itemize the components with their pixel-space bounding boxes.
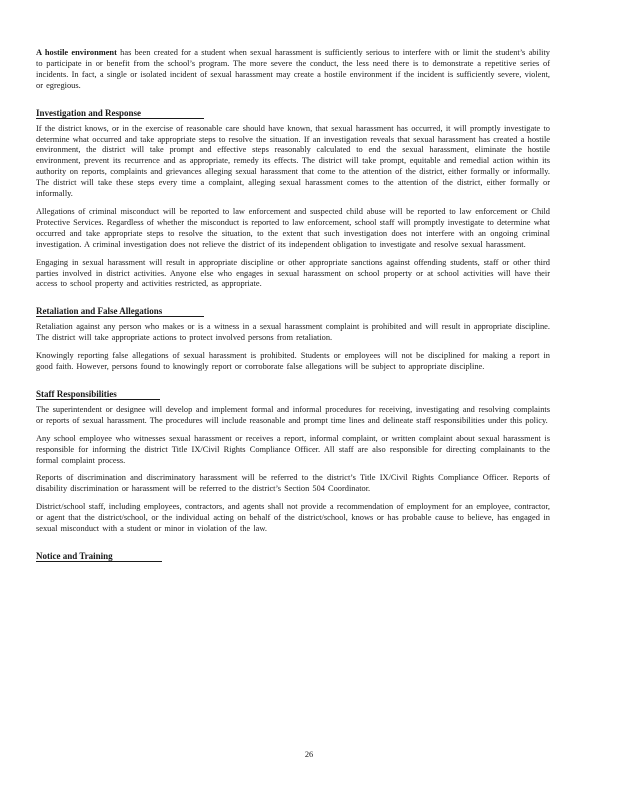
- staff-paragraph-1: The superintendent or designee will develop and implement formal and informal procedures for receiving, investigating and resolving complaints or reports of sexual harassment. The procedures will include reasonable and prompt time lines and delineate staff responsibilities under this policy.: [36, 404, 550, 425]
- page-number: 26: [304, 750, 314, 759]
- intro-text: has been created for a student when sexual harassment is sufficiently serious to interfere with or limit the student’s ability to participate in or benefit from the school’s program. The more severe the conduct, the less need there is to demonstrate a repetitive series of incidents. In fact, a single or isolated incident of sexual harassment may create a hostile environment if the incident is sufficiently severe, violent, or egregious.: [36, 48, 550, 90]
- section-heading-notice: Notice and Training: [36, 551, 162, 562]
- staff-paragraph-4: District/school staff, including employees, contractors, and agents shall not provide a recommendation of employment for an employee, contractor, or agent that the district/school, or the individual acting on behalf of the district/school, knows or has probable cause to believe, has engaged in sexual misconduct with a student or minor in violation of the law.: [36, 502, 550, 534]
- intro-lead: A hostile environment: [36, 48, 117, 57]
- section-heading-staff: Staff Responsibilities: [36, 389, 160, 400]
- investigation-paragraph-1: If the district knows, or in the exercise of reasonable care should have known, that sexual harassment has occurred, it will promptly investigate to determine what occurred and take appropriate steps to resolve the situation. If an investigation reveals that sexual harassment has created a hostile environment, the district will take prompt and effective steps reasonably calculated to end the sexual harassment, eliminate the hostile environment, prevent its recurrence and as appropriate, remedy its effects. The district will take prompt, equitable and remedial action within its authority on reports, complaints and grievances alleging sexual harassment that come to the attention of the district, either formally or informally. The district will take these steps every time a complaint, alleging sexual harassment comes to the attention of the district, either formally or informally.: [36, 123, 550, 199]
- investigation-paragraph-2: Allegations of criminal misconduct will be reported to law enforcement and suspected child abuse will be reported to law enforcement or Child Protective Services. Regardless of whether the misconduct is reported to law enforcement, school staff will promptly investigate to determine what occurred and take appropriate steps to resolve the situation, to the extent that such investigation does not interfere with an ongoing criminal investigation. A criminal investigation does not relieve the district of its independent obligation to investigate and resolve sexual harassment.: [36, 206, 550, 249]
- staff-paragraph-2: Any school employee who witnesses sexual harassment or receives a report, informal complaint, or written complaint about sexual harassment is responsible for informing the district Title IX/Civil Rights Compliance Officer. All staff are also responsible for directing complainants to the formal complaint process.: [36, 433, 550, 465]
- document-page: [36, 48, 550, 567]
- intro-paragraph: [36, 48, 550, 92]
- section-heading-retaliation: Retaliation and False Allegations: [36, 306, 204, 317]
- retaliation-paragraph-2: Knowingly reporting false allegations of sexual harassment is prohibited. Students or employees will not be disciplined for making a report in good faith. However, persons found to knowingly report or corroborate false allegations will be subject to appropriate discipline.: [36, 351, 550, 372]
- section-heading-investigation: Investigation and Response: [36, 108, 204, 119]
- retaliation-paragraph-1: Retaliation against any person who makes or is a witness in a sexual harassment complaint is prohibited and will result in appropriate discipline. The district will take appropriate actions to protect involved persons from retaliation.: [36, 322, 550, 343]
- investigation-paragraph-3: Engaging in sexual harassment will result in appropriate discipline or other appropriate sanctions against offending students, staff or other third parties involved in district activities. Anyone else who engages in sexual harassment on school property or at school activities will have their access to school property and activities restricted, as appropriate.: [36, 257, 550, 289]
- staff-paragraph-3: Reports of discrimination and discriminatory harassment will be referred to the district’s Title IX/Civil Rights Compliance Officer. Reports of disability discrimination or harassment will be referred to the district’s Section 504 Coordinator.: [36, 473, 550, 494]
